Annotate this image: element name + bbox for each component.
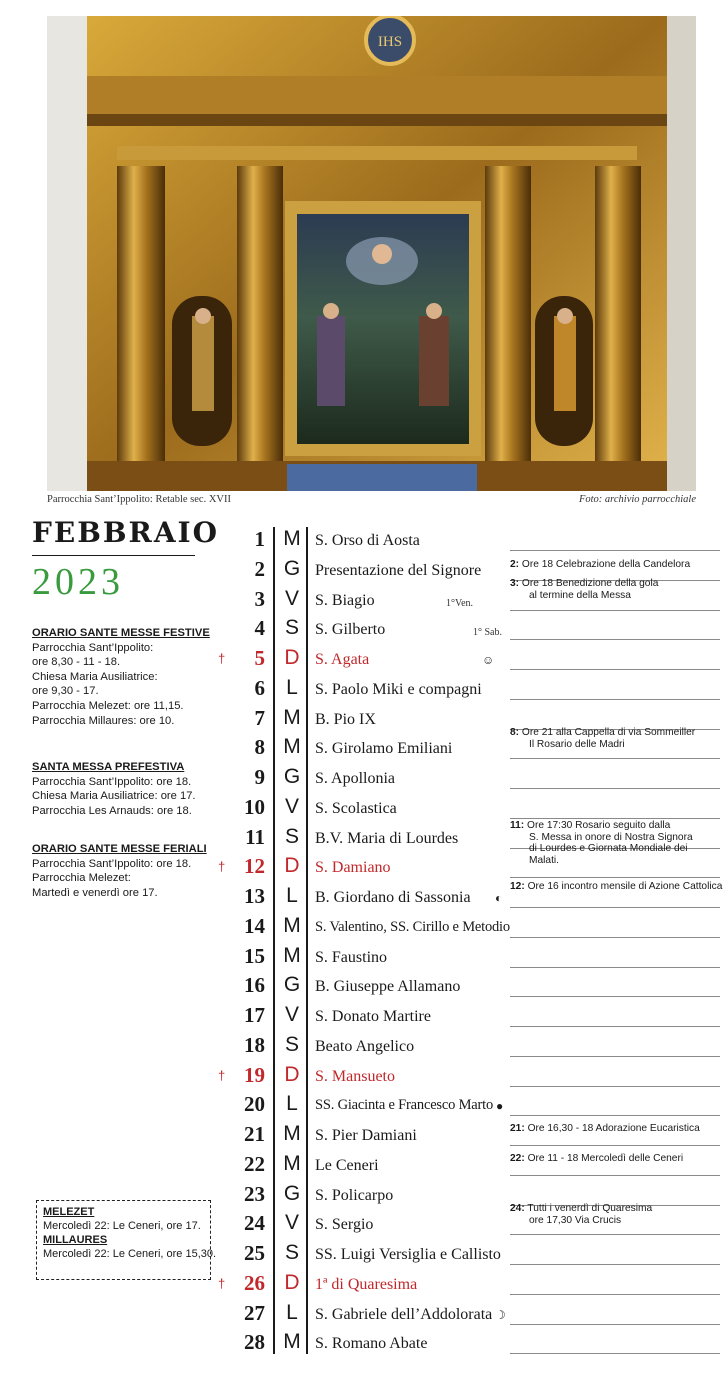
note-day: 2: [510,559,520,570]
photo-credit: Foto: archivio parrocchiale [578,494,696,505]
note-text: Malati. [529,854,560,866]
note-line [510,1353,720,1354]
feriali-line: Martedì e venerdì ore 17. [32,886,158,899]
sunday-cross-icon: † [218,859,226,875]
prefestive-line: Chiesa Maria Ausiliatrice: ore 17. [32,790,196,803]
day-number: 19 [244,1062,265,1087]
day-of-week: V [284,586,299,610]
note-line [510,818,720,819]
note-line [510,967,720,968]
day-of-week: S [284,1241,299,1264]
saint-name: S. Policarpo [315,1186,394,1204]
note-line [510,669,720,670]
day-row [0,1239,723,1269]
day-number: 2 [254,556,265,581]
day-of-week: M [283,913,301,937]
note-text: Ore 16 incontro mensile di Azione Cattolica [527,881,723,892]
event-note [510,1153,723,1165]
day-of-week: L [286,675,298,699]
day-row [0,1001,723,1031]
note-text: S. Messa in onore di Nostra Signora [529,831,693,843]
day-number: 25 [244,1241,265,1265]
day-number: 26 [244,1270,265,1295]
saint-name: Beato Angelico [315,1037,415,1055]
saint-name: S. Sergio [315,1216,374,1234]
saint-name: S. Damiano [315,859,391,877]
note-day: 11: [510,820,525,831]
note-day: 24: [510,1203,525,1214]
note-line [510,1294,720,1295]
day-of-week: D [284,1062,300,1086]
moon-phase-icon: ☺ [482,653,495,667]
day-row [0,674,723,704]
month-title: FEBBRAIO [32,516,220,549]
photo-caption: Parrocchia Sant’Ippolito: Retable sec. XVII [47,494,231,505]
event-note [510,559,723,571]
day-row [0,912,723,942]
moon-phase-icon: ● [496,1099,504,1114]
day-of-week: G [283,765,301,788]
festive-line: ore 8,30 - 11 - 18. [32,656,121,669]
millaures-text: Mercoledì 22: Le Ceneri, ore 15,30. [43,1248,217,1260]
day-number: 6 [254,675,265,700]
note-text: Ore 17:30 Rosario seguito dalla [527,820,671,831]
day-of-week: L [286,1092,298,1116]
saint-name: S. Donato Martire [315,1008,431,1025]
saint-name: SS. Luigi Versiglia e Callisto [315,1246,501,1263]
note-line [510,788,720,789]
day-number: 5 [254,646,265,670]
day-number: 17 [244,1003,265,1027]
festive-line: Chiesa Maria Ausiliatrice: [32,670,158,683]
altar-photo [47,16,696,491]
day-of-week: S [284,616,299,640]
day-number: 18 [244,1032,265,1057]
note-line [510,550,720,551]
saint-name: B.V. Maria di Lourdes [315,829,459,847]
note-line [510,1324,720,1325]
note-text: Ore 18 Benedizione della gola [521,578,659,589]
note-line [510,1145,720,1146]
note-line [510,1264,720,1265]
day-number: 28 [244,1330,265,1355]
saint-name: S. Romano Abate [315,1335,428,1353]
saint-name: SS. Giacinta e Francesco Marto [315,1097,494,1114]
millaures-heading: MILLAURES [43,1234,108,1246]
note-line [510,1234,720,1235]
day-of-week: L [286,1300,298,1324]
event-note [510,727,723,750]
day-row [0,1299,723,1329]
note-line [510,610,720,611]
day-number: 3 [254,586,265,611]
day-number: 8 [254,735,265,760]
melezet-text: Mercoledì 22: Le Ceneri, ore 17. [43,1220,201,1232]
day-number: 12 [244,854,265,879]
day-of-week: M [283,1330,301,1354]
day-number: 1 [254,527,265,551]
day-of-week: D [284,646,300,669]
note-line [510,937,720,938]
feriali-heading: ORARIO SANTE MESSE FERIALI [32,843,207,855]
saint-name: S. Biagio [315,591,375,609]
festive-line: Parrocchia Melezet: ore 11,15. [32,699,184,712]
day-number: 24 [244,1211,265,1236]
day-of-week: V [284,1211,299,1235]
saint-name: Le Ceneri [315,1156,379,1174]
note-text: al termine della Messa [529,589,631,601]
day-number: 15 [244,943,265,968]
note-line [510,758,720,759]
day-of-week: D [284,1270,300,1294]
day-row [0,525,723,555]
saint-name: B. Pio IX [315,710,376,728]
feriali-line: Parrocchia Melezet: [32,872,131,885]
note-line [510,699,720,700]
day-row [0,793,723,823]
day-of-week: G [283,1181,301,1205]
svg-text:IHS: IHS [377,34,403,50]
note-text: di Lourdes e Giornata Mondiale dei [529,843,688,854]
day-row [0,644,723,674]
note-line [510,1115,720,1116]
day-row [0,1328,723,1358]
event-note [510,1123,723,1135]
prefestive-heading: SANTA MESSA PREFESTIVA [32,761,185,773]
day-number: 9 [254,765,265,789]
day-of-week: G [283,973,301,997]
note-line [510,1056,720,1057]
day-number: 22 [244,1151,265,1176]
day-of-week: G [283,556,301,580]
day-row [0,1269,723,1299]
day-number: 14 [244,913,265,938]
saint-name: S. Valentino, SS. Cirillo e Metodio [315,918,510,935]
note-line [510,1026,720,1027]
day-number: 7 [254,705,265,730]
note-text: Ore 18 Celebrazione della Candelora [521,559,691,570]
note-line [510,907,720,908]
saint-name: 1ª di Quaresima [315,1275,418,1293]
day-number: 27 [244,1300,265,1325]
note-line [510,996,720,997]
note-text: Il Rosario delle Madri [529,738,625,750]
saint-name: S. Mansueto [315,1067,395,1085]
day-row [0,1090,723,1120]
note-day: 22: [510,1153,525,1164]
note-line [510,1175,720,1176]
feriali-line: Parrocchia Sant’Ippolito: ore 18. [32,857,192,870]
festive-line: Parrocchia Millaures: ore 10. [32,714,175,727]
day-number: 20 [244,1092,265,1117]
saint-name: B. Giordano di Sassonia [315,889,471,906]
note-text: Ore 16,30 - 18 Adorazione Eucaristica [527,1123,700,1134]
note-text: ore 17,30 Via Crucis [529,1214,622,1226]
note-day: 8: [510,727,520,738]
saint-name: S. Paolo Miki e compagni [315,680,482,698]
day-number: 16 [244,973,265,998]
day-row [0,1031,723,1061]
day-of-week: M [283,705,301,729]
saint-name: S. Agata [315,651,370,668]
devotion-mark: 1°Ven. [446,597,474,609]
prefestive-line: Parrocchia Les Arnauds: ore 18. [32,804,192,817]
moon-phase-icon: ☽ [495,1307,506,1322]
day-number: 23 [244,1181,265,1206]
prefestive-line: Parrocchia Sant’Ippolito: ore 18. [32,775,192,788]
year-title: 2023 [32,561,124,603]
sunday-cross-icon: † [218,1067,226,1083]
day-row [0,971,723,1001]
day-of-week: D [284,854,300,878]
moon-phase-icon: ◐ [495,891,503,905]
saint-name: S. Girolamo Emiliani [315,740,453,758]
day-of-week: S [284,1032,299,1056]
saint-name: S. Orso di Aosta [315,532,420,549]
festive-line: ore 9,30 - 17. [32,685,99,698]
note-text: Ore 21 alla Cappella di via Sommeiller [521,727,696,738]
day-of-week: S [284,824,299,848]
note-line [510,1086,720,1087]
day-number: 10 [244,794,265,819]
event-note [510,1203,723,1226]
saint-name: S. Apollonia [315,770,396,787]
day-number: 4 [254,616,265,641]
event-note [510,881,723,893]
melezet-heading: MELEZET [43,1206,95,1218]
day-of-week: M [283,943,301,967]
saint-name: Presentazione del Signore [315,561,482,579]
day-row [0,942,723,972]
event-note [510,578,723,601]
day-number: 21 [244,1122,265,1146]
note-line [510,639,720,640]
day-of-week: M [283,527,301,550]
saint-name: S. Scolastica [315,799,397,817]
saint-name: S. Gabriele dell’Addolorata [315,1305,493,1323]
devotion-mark: 1° Sab. [473,627,502,639]
day-of-week: V [284,1003,299,1026]
saint-name: S. Gilberto [315,621,386,639]
day-of-week: V [284,794,299,818]
note-text: Tutti i venerdì di Quaresima [527,1203,653,1214]
saint-name: B. Giuseppe Allamano [315,978,461,996]
day-row [0,1061,723,1091]
saint-name: S. Faustino [315,948,388,966]
saint-name: S. Pier Damiani [315,1127,417,1144]
day-of-week: M [283,735,301,759]
day-row [0,614,723,644]
note-day: 3: [510,578,520,589]
day-row [0,763,723,793]
note-day: 12: [510,881,525,892]
note-text: Ore 11 - 18 Mercoledì delle Ceneri [527,1153,684,1164]
day-of-week: L [286,884,298,907]
event-note [510,820,723,866]
day-number: 11 [245,824,265,849]
note-day: 21: [510,1123,525,1134]
sunday-cross-icon: † [218,1275,226,1291]
day-of-week: M [283,1122,301,1145]
festive-line: Parrocchia Sant’Ippolito: [32,641,154,654]
day-number: 13 [244,884,265,908]
day-of-week: M [283,1151,301,1175]
festive-heading: ORARIO SANTE MESSE FESTIVE [32,627,210,639]
sunday-cross-icon: † [218,651,226,666]
note-line [510,877,720,878]
